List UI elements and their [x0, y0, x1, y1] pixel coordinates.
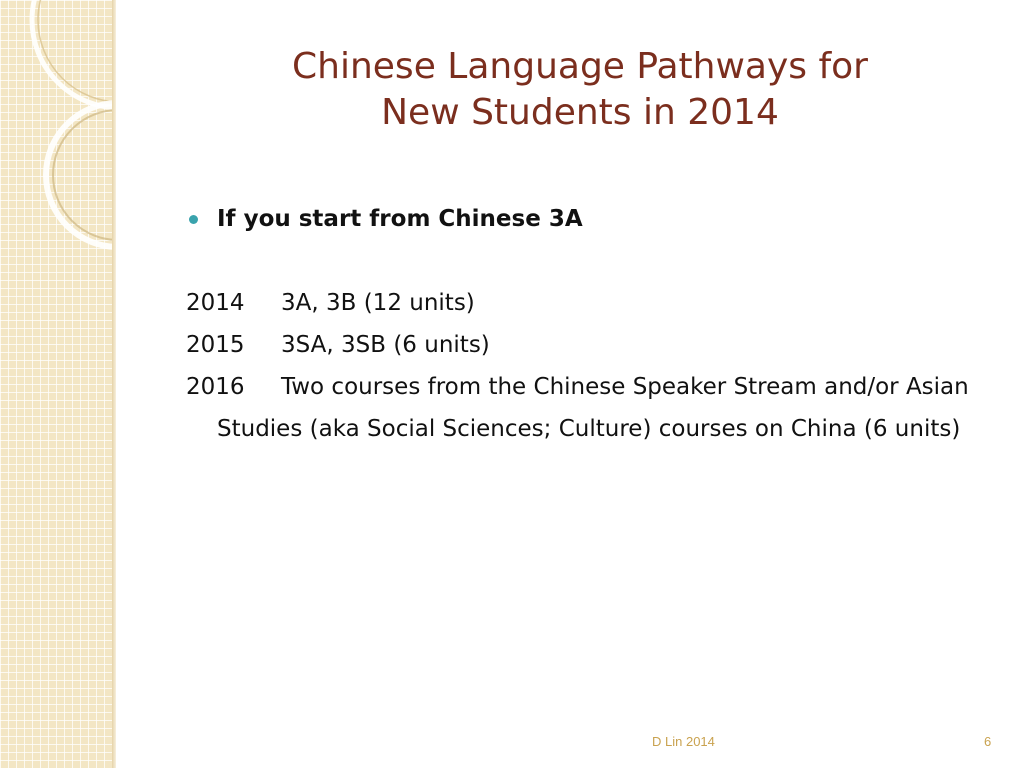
decorative-circle-small — [46, 103, 116, 247]
decorative-circle-large-inner — [38, 0, 116, 102]
slide-title-line-1: Chinese Language Pathways for — [292, 46, 868, 87]
slide-title — [150, 44, 1010, 136]
slide-title-line-2: New Students in 2014 — [381, 92, 779, 133]
pathway-courses: 3SA, 3SB (6 units) — [281, 332, 490, 358]
decorative-side-panel — [0, 0, 112, 768]
pathway-year: 2016 — [186, 374, 245, 400]
bullet-item — [186, 196, 986, 242]
pathway-year: 2014 — [186, 290, 245, 316]
side-panel-edge — [112, 0, 116, 768]
page-number: 6 — [984, 734, 992, 749]
pathway-row-2016 — [186, 366, 986, 450]
footer-author: D Lin 2014 — [652, 734, 715, 749]
slide-body — [186, 196, 986, 450]
bullet-text: If you start from Chinese 3A — [217, 206, 583, 232]
pathway-year: 2015 — [186, 332, 245, 358]
pathway-row-2014 — [186, 282, 986, 324]
pathway-courses: 3A, 3B (12 units) — [281, 290, 475, 316]
pathway-row-2015 — [186, 324, 986, 366]
pathway-courses: Two courses from the Chinese Speaker Stream and/or Asian Studies (aka Social Sciences; Culture) courses on China (6 units) — [217, 374, 969, 442]
bullet-dot-icon — [189, 215, 198, 224]
decorative-circles — [0, 0, 116, 768]
